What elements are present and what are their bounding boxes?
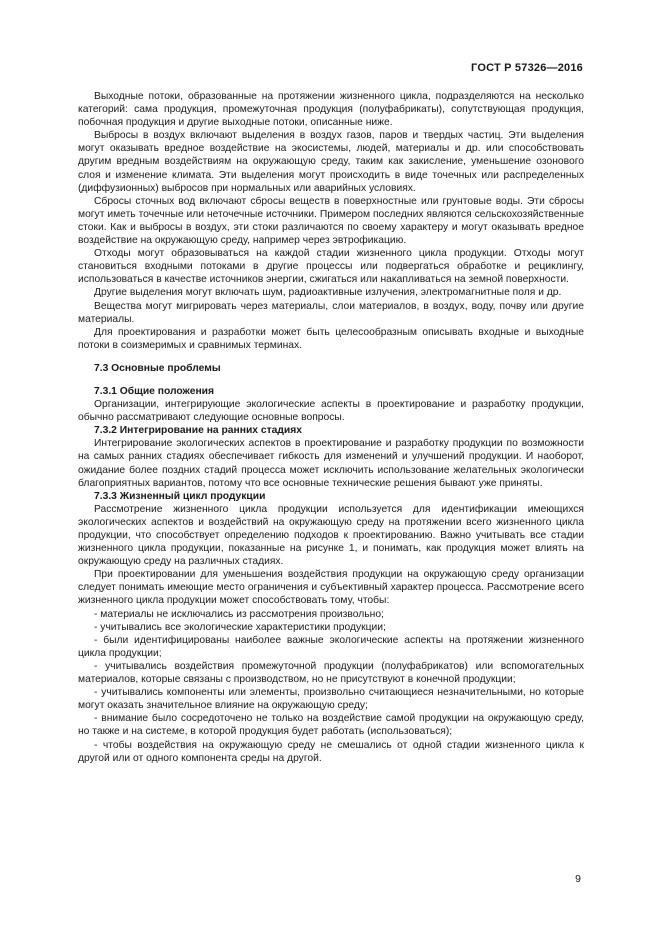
subsection-heading-7-3-3: 7.3.3 Жизненный цикл продукции [94,490,266,502]
paragraph: Другие выделения могут включать шум, радиоактивные излучения, электромагнитные поля и др. [94,287,562,299]
paragraph: Сбросы сточных вод включают сбросы веществ в поверхностные или грунтовые воды. Эти сбросы могут иметь точечные или неточечные источники. Примером последних являются сельскохозяйственные стоки. Как и выбросы в воздух, эти стоки различаются по своему характеру и могут оказывать вредное воздействие на окружающую среду, например через эвтрофикацию. [78,195,584,247]
list-item: - были идентифицированы наиболее важные экологические аспекты на протяжении жизненного цикла продукции; [78,634,584,659]
list-item: - учитывались воздействия промежуточной продукции (полуфабрикатов) или вспомогательных материалов, которые связаны с производством, но не присутствуют в конечной продукции; [78,660,584,686]
bullet-list [78,608,584,765]
paragraph: Для проектирования и разработки может быть целесообразным описывать входные и выходные потоки в соизмеримых и сравнимых терминах. [78,326,584,351]
paragraph: Отходы могут образовываться на каждой стадии жизненного цикла продукции. Отходы могут становиться входными потоками в другие процессы или подвергаться обработке и рециклингу, использоваться в качестве источников энергии, сжигаться или накапливаться на земной поверхности. [78,248,584,286]
paragraph: Интегрирование экологических аспектов в проектирование и разработку продукции по возможности на самых ранних стадиях обеспечивает гибкость для изменений и улучшений продукции. И наоборот, ожидание более поздних стадий процесса может исключить использование желательных экологически благоприятных вариантов, потому что все основные технические решения бывают уже приняты. [78,438,584,489]
list-item: - чтобы воздействия на окружающую среду не смешались от одной стадии жизненного цикла к другой или от одного компонента среды на другой. [78,739,584,764]
paragraph: Выходные потоки, образованные на протяжении жизненного цикла, подразделяются на несколько категорий: сама продукция, промежуточная продукция (полуфабрикаты), сопутствующая продукция, побочная продукция и другие выходные потоки, описанные ниже. [78,91,584,129]
list-item: - учитывались все экологические характеристики продукции; [94,621,386,633]
list-item: - внимание было сосредоточено не только на воздействие самой продукции на окружающую среду, но также и на системе, в которой продукция будет работать (использоваться); [78,713,584,738]
list-item: - материалы не исключались из рассмотрения произвольно; [94,608,384,620]
paragraph: Выбросы в воздух включают выделения в воздух газов, паров и твердых частиц. Эти выделения могут оказывать вредное воздействие на экосистемы, людей, материалы и др. или способствовать другим вредным воздействиям на окружающую среду, таким как закисление, уменьшение озонового слоя и изменение климата. Эти выделения могут происходить в виде точечных или распределенных (диффузионных) выбросов при нормальных или аварийных условиях. [78,130,584,194]
paragraph: Вещества могут мигрировать через материалы, слои материалов, в воздух, воду, почву или другие материалы. [78,300,584,325]
paragraph: При проектировании для уменьшения воздействия продукции на окружающую среду организации следует понимать имеющие место ограничения и субъективный характер процесса. Рассмотрение всего жизненного цикла продукции может способствовать тому, чтобы: [78,569,584,607]
subsection-heading-7-3-1: 7.3.1 Общие положения [94,385,214,397]
list-item: - учитывались компоненты или элементы, произвольно считающиеся незначительными, но которые могут оказать значительное влияние на окружающую среду; [78,687,584,712]
paragraph: Рассмотрение жизненного цикла продукции используется для идентификации имеющихся экологических аспектов и воздействий на окружающую среду на протяжении всего жизненного цикла продукции, что способствует определению подходов к проектированию. Важно учитывать все стадии жизненного цикла продукции, показанные на рисунке 1, и понимать, как продукция может влиять на окружающую среду на различных стадиях. [78,503,584,568]
section-heading-7-3: 7.3 Основные проблемы [94,362,221,374]
page-body [78,90,584,765]
document-code: ГОСТ Р 57326—2016 [471,62,583,74]
paragraph: Организации, интегрирующие экологические аспекты в проектирование и разработку продукции, обычно рассматривают следующие основные вопросы. [78,399,584,424]
page-number: 9 [575,873,581,885]
subsection-heading-7-3-2: 7.3.2 Интегрирование на ранних стадиях [94,425,302,437]
